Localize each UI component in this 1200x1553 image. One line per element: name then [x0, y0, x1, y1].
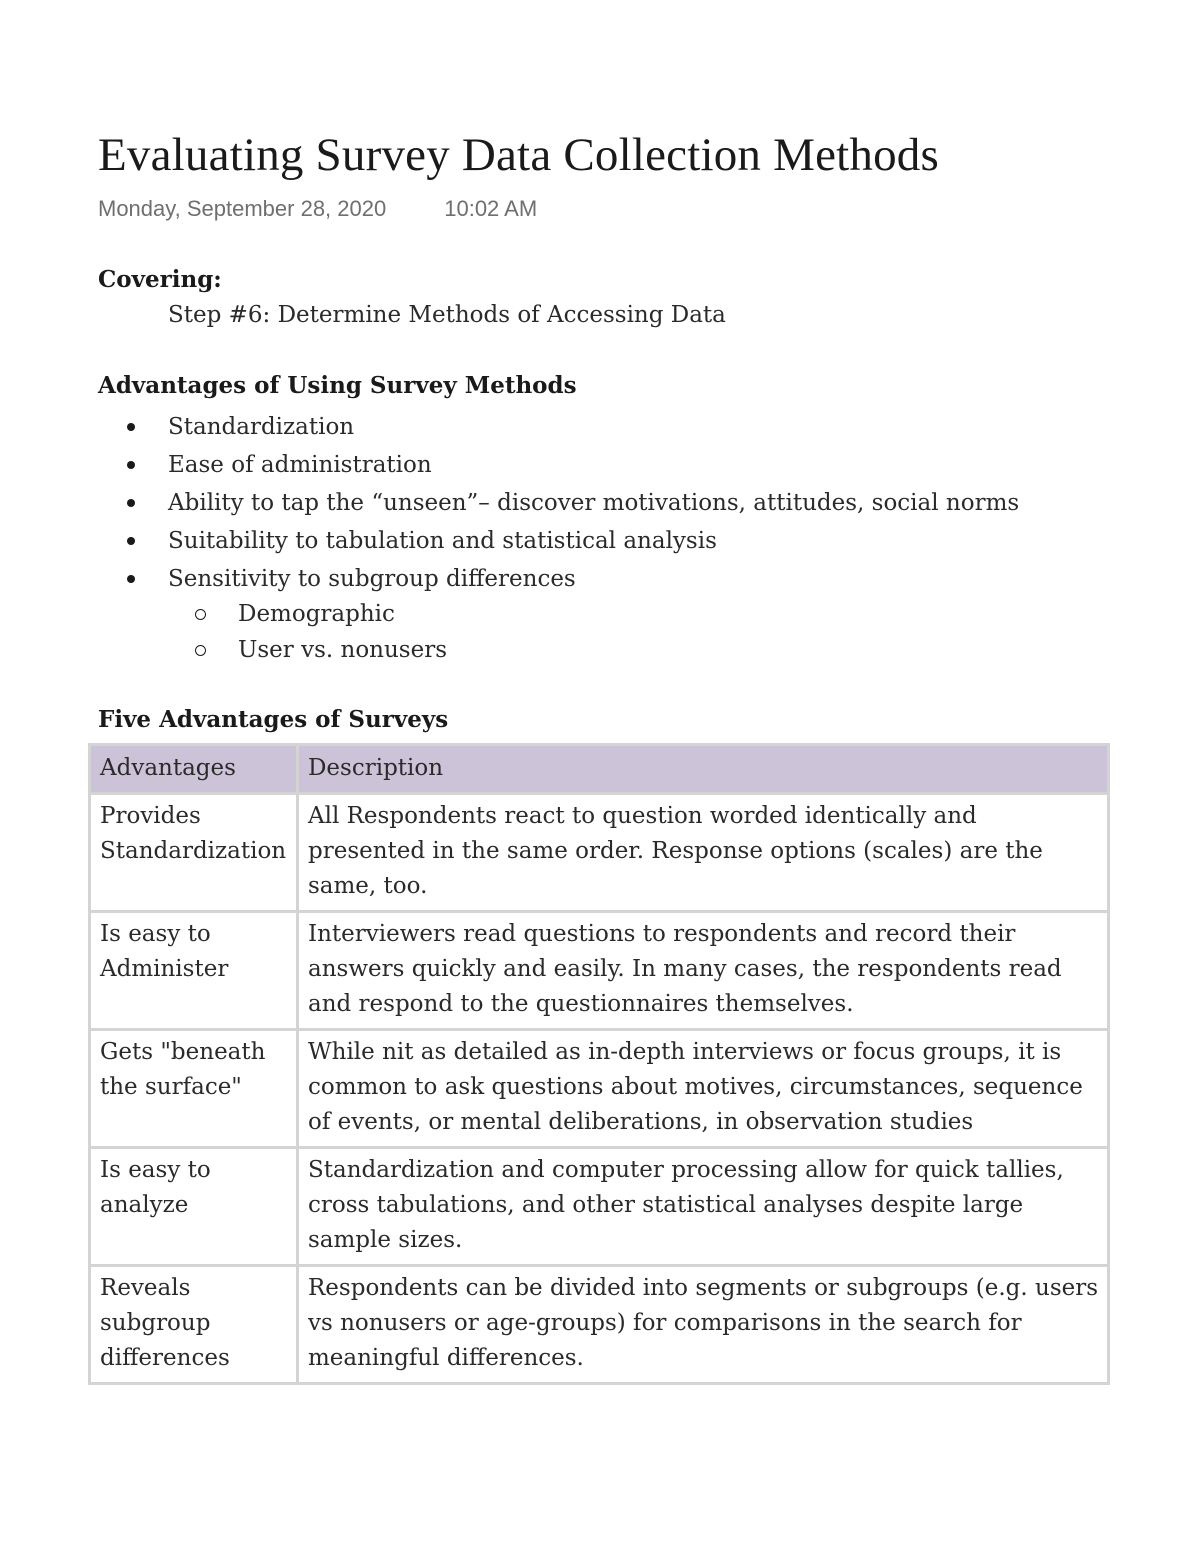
bullet-icon — [127, 461, 135, 469]
advantage-cell: Is easy to analyze — [90, 1148, 298, 1266]
advantage-cell: Gets "beneath the surface" — [90, 1030, 298, 1148]
table-header-row — [90, 745, 1109, 794]
description-cell: All Respondents react to question worded identically and presented in the same order. Response options (scales) are the same, too. — [297, 794, 1108, 912]
description-cell: While nit as detailed as in-depth interviews or focus groups, it is common to ask questions about motives, circumstances, sequence of events, or mental deliberations, in observation studies — [297, 1030, 1108, 1148]
bullet-icon — [127, 423, 135, 431]
advantage-cell: Provides Standardization — [90, 794, 298, 912]
table-row — [90, 912, 1109, 1030]
covering-step: Step #6: Determine Methods of Accessing Data — [168, 302, 726, 328]
page-title: Evaluating Survey Data Collection Methods — [98, 129, 939, 181]
covering-heading: Covering: — [98, 266, 222, 293]
column-header-advantages: Advantages — [90, 745, 298, 794]
page-date: Monday, September 28, 2020 — [98, 196, 387, 221]
advantage-cell: Is easy to Administer — [90, 912, 298, 1030]
bullet-icon — [127, 537, 135, 545]
note-page: Evaluating Survey Data Collection Methods Monday, September 28, 2020 10:02 AM Covering: Step #6: Determine Methods of Accessing Data Advantages of Using Survey Methods Standardization Ease of administration Ability to tap the “unseen”– discover motivations, attitudes, social norms Suitability to tabulation and statistical analysis Sensitivity to subgroup differences Demographic User vs. nonusers Five Advantages of Surveys Advantages Description Provides Standardization All Respondents react to question worded identically and presented in the same order. Response options (scales) are the same, too. Is easy to Administer Interviewers read questions to respondents and record their answers quickly and easily. In many cases, the respondents read and respond to the questionnaires themselves. Gets "beneath the surface" While nit as detailed as in-depth interviews or focus groups, it is common to ask questions about motives, circumstances, sequence of events, or mental deliberations, in observation studies Is easy to analyze Standardization and computer processing allow for quick tallies, cross tabulations, and other statistical analyses despite large sample sizes. Reveals subgroup differences Respondents can be divided into segments or subgroups (e.g. users vs nonusers or age-groups) for comparisons in the search for meaningful differences. — [0, 0, 1200, 1553]
table-row — [90, 1148, 1109, 1266]
bullet-icon — [127, 499, 135, 507]
circle-bullet-icon — [195, 645, 206, 656]
description-cell: Interviewers read questions to respondents and record their answers quickly and easily. In many cases, the respondents read and respond to the questionnaires themselves. — [297, 912, 1108, 1030]
advantages-heading: Advantages of Using Survey Methods — [98, 372, 577, 399]
description-cell: Respondents can be divided into segments or subgroups (e.g. users vs nonusers or age-groups) for comparisons in the search for meaningful differences. — [297, 1266, 1108, 1384]
table-row — [90, 1030, 1109, 1148]
table-heading: Five Advantages of Surveys — [98, 706, 449, 733]
bullet-icon — [127, 575, 135, 583]
column-header-description: Description — [297, 745, 1108, 794]
advantage-cell: Reveals subgroup differences — [90, 1266, 298, 1384]
page-time: 10:02 AM — [444, 196, 538, 221]
page-timestamp — [98, 196, 537, 222]
description-cell: Standardization and computer processing allow for quick tallies, cross tabulations, and other statistical analyses despite large sample sizes. — [297, 1148, 1108, 1266]
table-row — [90, 1266, 1109, 1384]
table-row — [90, 794, 1109, 912]
advantages-table — [88, 743, 1110, 1385]
circle-bullet-icon — [195, 609, 206, 620]
